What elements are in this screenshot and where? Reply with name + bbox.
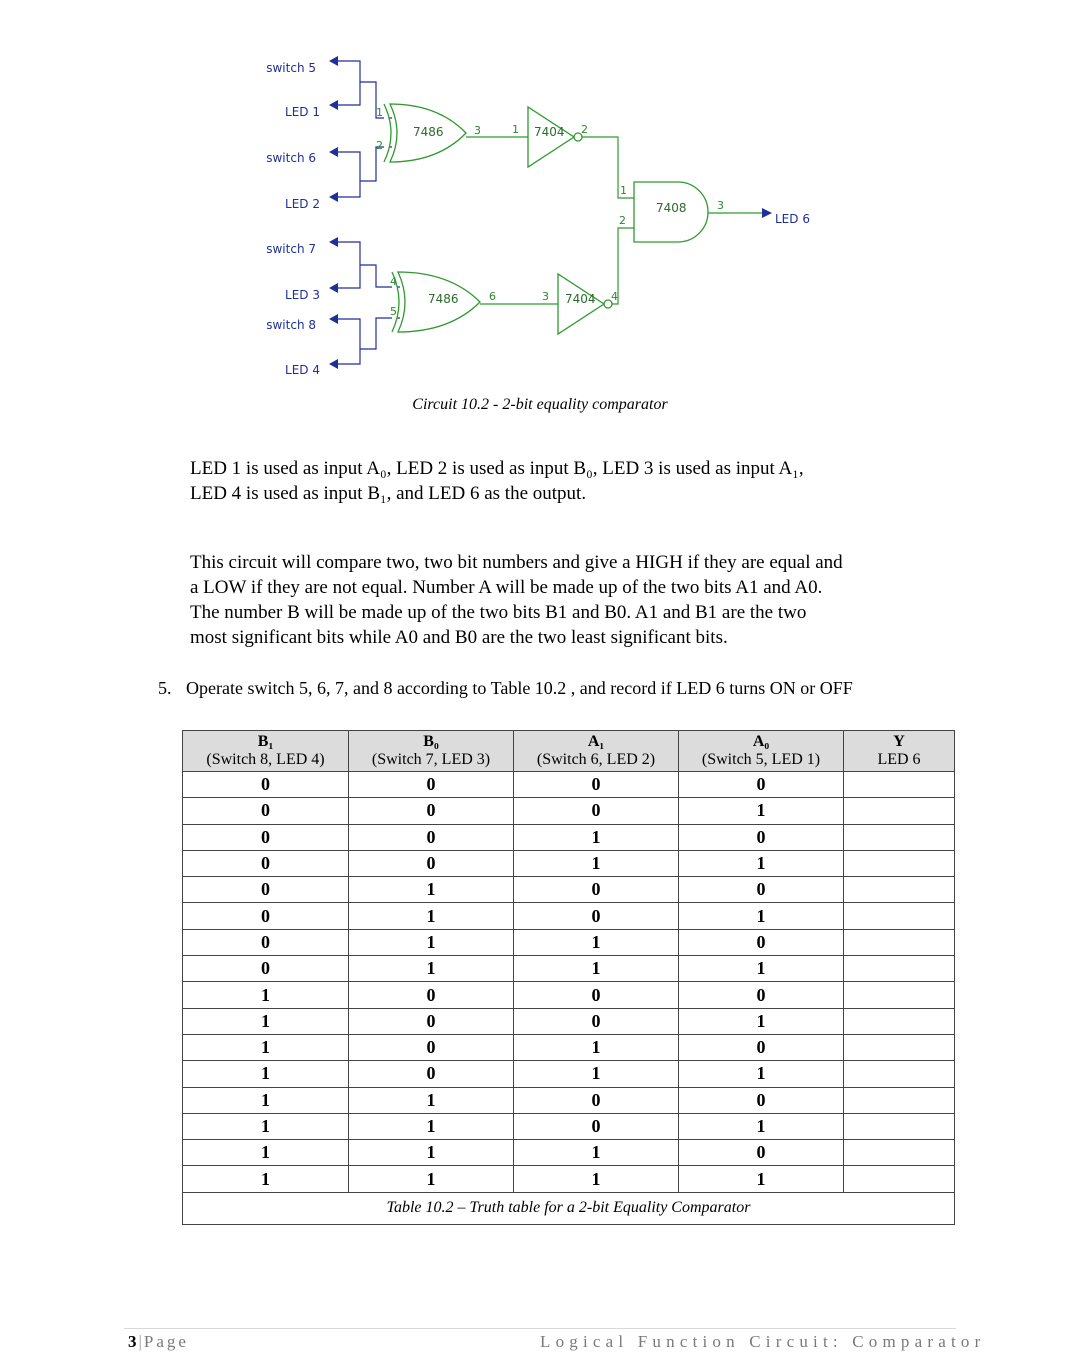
- cell-y[interactable]: [844, 1008, 955, 1034]
- io-label-led-3: LED 3: [285, 288, 320, 302]
- header-b0: [349, 731, 514, 772]
- header-a0-sub: (Switch 5, LED 1): [701, 751, 821, 768]
- cell-a1: 0: [514, 903, 679, 929]
- cell-a0: 1: [679, 1008, 844, 1034]
- step-text: Operate switch 5, 6, 7, and 8 according to Table 10.2 , and record if LED 6 turns ON or OFF: [186, 678, 853, 698]
- cell-b1: 0: [183, 903, 349, 929]
- cell-a0: 1: [679, 798, 844, 824]
- footer-rule: [124, 1328, 956, 1329]
- header-a1-sub: (Switch 6, LED 2): [536, 751, 656, 768]
- cell-a1: 1: [514, 850, 679, 876]
- cell-y[interactable]: [844, 1140, 955, 1166]
- arrow-switch-7: [329, 237, 338, 247]
- footer-separator: |: [138, 1332, 144, 1351]
- cell-b1: 1: [183, 1140, 349, 1166]
- cell-a0: 1: [679, 1061, 844, 1087]
- arrow-switch-8: [329, 314, 338, 324]
- cell-y[interactable]: [844, 772, 955, 798]
- cell-a0: 1: [679, 1113, 844, 1139]
- cell-a0: 0: [679, 1034, 844, 1060]
- table-row: [183, 1140, 955, 1166]
- cell-b0: 0: [349, 1008, 514, 1034]
- cell-a0: 1: [679, 850, 844, 876]
- header-b1-sub: (Switch 8, LED 4): [206, 751, 325, 768]
- xor-gate-bottom: [392, 272, 480, 332]
- truth-table: [182, 730, 955, 1225]
- table-caption: Table 10.2 – Truth table for a 2-bit Equality Comparator: [183, 1192, 955, 1224]
- cell-a1: 0: [514, 877, 679, 903]
- header-y-sub: LED 6: [877, 751, 921, 768]
- footer-title: Logical Function Circuit: Comparator: [540, 1332, 986, 1351]
- page-number: 3: [128, 1332, 139, 1351]
- chip-label-7404-top: 7404: [534, 125, 565, 139]
- table-row: [183, 1008, 955, 1034]
- cell-b1: 0: [183, 956, 349, 982]
- cell-b0: 0: [349, 772, 514, 798]
- chip-label-7486-bottom: 7486: [428, 292, 459, 306]
- cell-a1: 1: [514, 1140, 679, 1166]
- cell-a1: 0: [514, 1087, 679, 1113]
- header-a1: [514, 731, 679, 772]
- cell-a1: 0: [514, 982, 679, 1008]
- cell-y[interactable]: [844, 903, 955, 929]
- cell-y[interactable]: [844, 798, 955, 824]
- header-b0-sub: (Switch 7, LED 3): [371, 751, 491, 768]
- cell-b0: 0: [349, 1034, 514, 1060]
- table-row: [183, 1166, 955, 1192]
- cell-a1: 0: [514, 1113, 679, 1139]
- cell-a0: 0: [679, 772, 844, 798]
- cell-b0: 1: [349, 929, 514, 955]
- arrow-led-6: [762, 208, 772, 218]
- pin-and-in2: 2: [619, 214, 626, 227]
- cell-b0: 1: [349, 1113, 514, 1139]
- pin-not-top-in: 1: [512, 123, 519, 136]
- cell-b1: 0: [183, 877, 349, 903]
- cell-a1: 1: [514, 1166, 679, 1192]
- pin-not-bottom-out: 4: [611, 290, 618, 303]
- cell-a1: 1: [514, 1061, 679, 1087]
- cell-b0: 0: [349, 850, 514, 876]
- cell-a0: 1: [679, 903, 844, 929]
- circuit-caption: Circuit 10.2 - 2-bit equality comparator: [412, 396, 668, 413]
- cell-b1: 0: [183, 772, 349, 798]
- cell-a0: 0: [679, 1087, 844, 1113]
- cell-a0: 0: [679, 1140, 844, 1166]
- cell-b1: 1: [183, 1061, 349, 1087]
- io-label-led-4: LED 4: [285, 363, 320, 377]
- cell-b0: 1: [349, 903, 514, 929]
- cell-y[interactable]: [844, 1113, 955, 1139]
- cell-a1: 1: [514, 824, 679, 850]
- cell-y[interactable]: [844, 956, 955, 982]
- pin-xor-bottom-in2: 5: [390, 305, 397, 318]
- cell-a1: 1: [514, 929, 679, 955]
- table-row: [183, 1087, 955, 1113]
- inputs-paragraph: [190, 456, 950, 506]
- cell-a1: 0: [514, 1008, 679, 1034]
- header-y-main: Y: [893, 733, 905, 750]
- header-b0-main: B₀: [423, 733, 439, 750]
- desc-line-4: most significant bits while A0 and B0 are the two least significant bits.: [190, 627, 728, 648]
- io-label-led-6: LED 6: [775, 212, 810, 226]
- cell-b1: 1: [183, 982, 349, 1008]
- table-row: [183, 824, 955, 850]
- table-row: [183, 929, 955, 955]
- chip-label-7408: 7408: [656, 201, 687, 215]
- desc-line-2: a LOW if they are not equal. Number A will be made up of the two bits A1 and A0.: [190, 577, 823, 598]
- pin-xor-top-in1: 1: [376, 106, 383, 119]
- step-number: 5.: [158, 678, 172, 698]
- header-b1: [183, 731, 349, 772]
- table-row: [183, 772, 955, 798]
- cell-b1: 1: [183, 1034, 349, 1060]
- xor-gate-top: [384, 104, 466, 162]
- header-a0-main: A₀: [752, 733, 770, 750]
- table-row: [183, 903, 955, 929]
- pin-xor-top-out: 3: [474, 124, 481, 137]
- circuit-diagram: [0, 0, 1080, 400]
- arrow-led-1: [329, 100, 338, 110]
- cell-y[interactable]: [844, 850, 955, 876]
- cell-b0: 1: [349, 956, 514, 982]
- cell-b0: 0: [349, 1061, 514, 1087]
- pin-not-top-out: 2: [581, 123, 588, 136]
- cell-b1: 1: [183, 1008, 349, 1034]
- not-gate-bottom: [558, 274, 612, 334]
- cell-b0: 1: [349, 1166, 514, 1192]
- table-caption-row: [183, 1192, 955, 1224]
- cell-a0: 0: [679, 877, 844, 903]
- cell-b1: 1: [183, 1113, 349, 1139]
- cell-b1: 0: [183, 824, 349, 850]
- arrow-led-4: [329, 359, 338, 369]
- table-row: [183, 877, 955, 903]
- cell-y[interactable]: [844, 1166, 955, 1192]
- cell-b1: 1: [183, 1166, 349, 1192]
- cell-y[interactable]: [844, 824, 955, 850]
- io-label-switch-7: switch 7: [266, 242, 316, 256]
- table-row: [183, 1034, 955, 1060]
- table-row: [183, 850, 955, 876]
- cell-y[interactable]: [844, 1087, 955, 1113]
- not-gate-top: [528, 107, 582, 167]
- header-a0: [679, 731, 844, 772]
- cell-a1: 0: [514, 798, 679, 824]
- cell-b1: 1: [183, 1087, 349, 1113]
- cell-a1: 1: [514, 956, 679, 982]
- and-gate: [634, 182, 708, 242]
- footer-page: [128, 1332, 189, 1352]
- chip-label-7486-top: 7486: [413, 125, 444, 139]
- inputs-line-1: LED 1 is used as input A₀, LED 2 is used as input B₀, LED 3 is used as input A₁,: [190, 458, 804, 479]
- pin-xor-top-in2: 2: [376, 139, 383, 152]
- header-b1-main: B₁: [257, 733, 274, 750]
- table-header-row: [183, 731, 955, 772]
- header-y: [844, 731, 955, 772]
- page-word: Page: [143, 1332, 189, 1351]
- cell-a1: 0: [514, 772, 679, 798]
- pin-and-in1: 1: [620, 184, 627, 197]
- io-label-switch-6: switch 6: [266, 151, 316, 165]
- cell-b0: 0: [349, 982, 514, 1008]
- inputs-line-2: LED 4 is used as input B₁, and LED 6 as the output.: [190, 483, 587, 504]
- cell-y[interactable]: [844, 877, 955, 903]
- cell-y[interactable]: [844, 1034, 955, 1060]
- arrow-switch-5: [329, 56, 338, 66]
- cell-a0: 0: [679, 824, 844, 850]
- arrow-led-2: [329, 192, 338, 202]
- step-5: [158, 678, 853, 699]
- io-label-led-1: LED 1: [285, 105, 320, 119]
- cell-a0: 0: [679, 982, 844, 1008]
- pin-not-bottom-in: 3: [542, 290, 549, 303]
- description-paragraph: [190, 550, 950, 650]
- table-row: [183, 1061, 955, 1087]
- io-label-switch-5: switch 5: [266, 61, 316, 75]
- cell-y[interactable]: [844, 1061, 955, 1087]
- pin-and-out: 3: [717, 199, 724, 212]
- cell-b1: 0: [183, 850, 349, 876]
- cell-y[interactable]: [844, 982, 955, 1008]
- table-row: [183, 982, 955, 1008]
- cell-b1: 0: [183, 929, 349, 955]
- cell-b0: 1: [349, 877, 514, 903]
- cell-a1: 1: [514, 1034, 679, 1060]
- desc-line-1: This circuit will compare two, two bit numbers and give a HIGH if they are equal and: [190, 552, 843, 573]
- pin-xor-bottom-in1: 4: [390, 275, 397, 288]
- arrow-led-3: [329, 283, 338, 293]
- arrow-switch-6: [329, 147, 338, 157]
- cell-a0: 1: [679, 956, 844, 982]
- desc-line-3: The number B will be made up of the two bits B1 and B0. A1 and B1 are the two: [190, 602, 807, 623]
- pin-xor-bottom-out: 6: [489, 290, 496, 303]
- header-a1-main: A₁: [587, 733, 605, 750]
- io-label-led-2: LED 2: [285, 197, 320, 211]
- cell-b0: 1: [349, 1087, 514, 1113]
- cell-b0: 0: [349, 798, 514, 824]
- table-row: [183, 956, 955, 982]
- chip-label-7404-bottom: 7404: [565, 292, 596, 306]
- cell-a0: 0: [679, 929, 844, 955]
- cell-b1: 0: [183, 798, 349, 824]
- cell-a0: 1: [679, 1166, 844, 1192]
- table-row: [183, 798, 955, 824]
- io-label-switch-8: switch 8: [266, 318, 316, 332]
- table-row: [183, 1113, 955, 1139]
- cell-b0: 1: [349, 1140, 514, 1166]
- cell-b0: 0: [349, 824, 514, 850]
- cell-y[interactable]: [844, 929, 955, 955]
